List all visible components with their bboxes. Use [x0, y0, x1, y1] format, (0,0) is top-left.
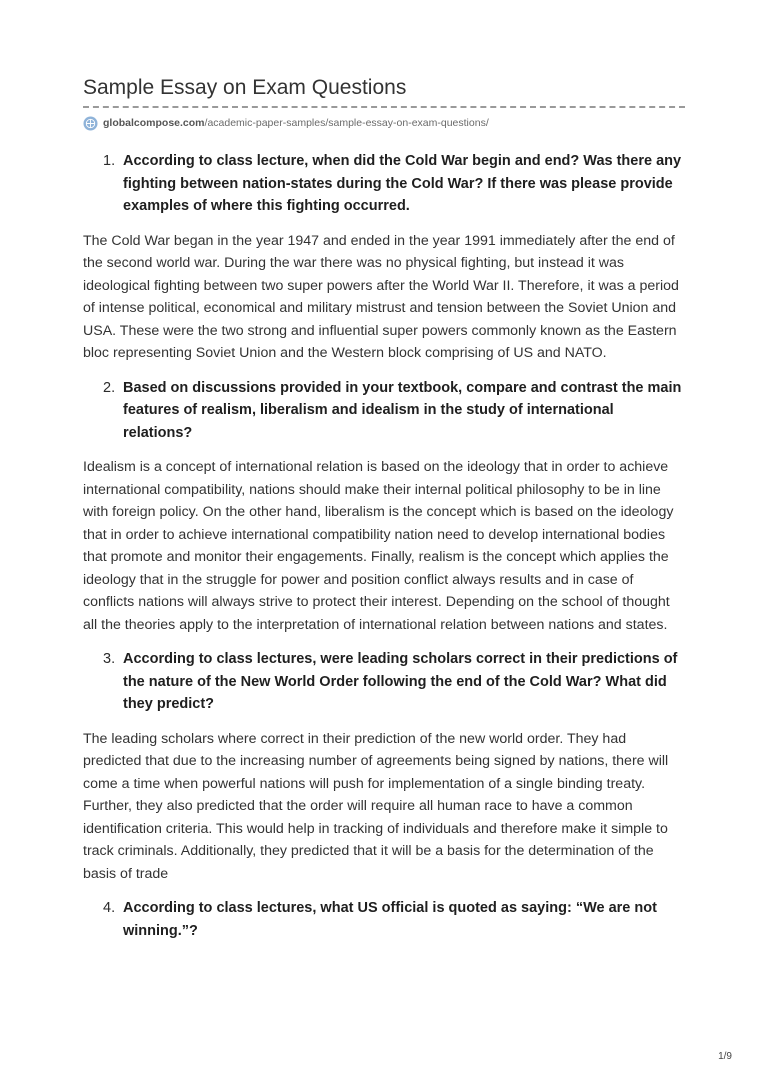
page-title: Sample Essay on Exam Questions: [83, 76, 407, 99]
question-number: 3.: [103, 651, 116, 667]
question-number: 4.: [103, 900, 116, 916]
question-text: According to class lectures, what US official is quoted as saying: “We are not winning.”?: [123, 900, 657, 939]
question-4: [83, 897, 685, 942]
page-indicator: 1/9: [718, 1051, 732, 1062]
question-3: [83, 648, 685, 716]
question-text: Based on discussions provided in your textbook, compare and contrast the main features of realism, liberalism and idealism in the study of international relations?: [123, 379, 682, 441]
question-2: [83, 377, 685, 445]
source-domain: globalcompose.com: [103, 117, 205, 129]
answer-2: Idealism is a concept of international relation is based on the ideology that in order to achieve international compatibility, nations should make their internal political philosophy to be in line with foreign policy. On the other hand, liberalism is the concept which is based on the ideology that in order to achieve international compatibility nation need to develop international bodies that promote and monitor their engagements. Finally, realism is the concept which applies the ideology that in the struggle for power and position conflict always results and in case of conflicts nations will always strive to protect their interest. Depending on the school of thought all the theories apply to the interpretation of international relation between nations and states.: [83, 459, 674, 633]
question-text: According to class lecture, when did the Cold War begin and end? Was there any fighting between nation-states during the Cold War? If there was please provide examples of where this fighting occurred.: [123, 153, 682, 214]
source-line: [83, 114, 489, 132]
question-1: [83, 150, 685, 218]
answer-1: The Cold War began in the year 1947 and ended in the year 1991 immediately after the end of the second world war. During the war there was no physical fighting, but instead it was ideological fighting between two super powers after the World War II. Therefore, it was a period of intense political, economical and military mistrust and tension between the Soviet Union and USA. These were the two strong and influential super powers commonly known as the Eastern bloc representing Soviet Union and the Western block comprising of US and NATO.: [83, 232, 679, 361]
source-link[interactable]: [103, 117, 489, 129]
globe-icon: [83, 116, 98, 131]
question-number: 2.: [103, 379, 116, 396]
title-divider: [83, 106, 685, 108]
source-path: /academic-paper-samples/sample-essay-on-exam-questions/: [204, 117, 489, 129]
question-text: According to class lectures, were leading scholars correct in their predictions of the nature of the New World Order following the end of the Cold War? What did they predict?: [123, 651, 678, 712]
question-number: 1.: [103, 153, 116, 169]
answer-3: The leading scholars where correct in their prediction of the new world order. They had predicted that due to the increasing number of agreements being signed by nations, there will come a time when powerful nations will push for implementation of a single binding treaty. Further, they also predicted that the order will require all human race to have a common identification criteria. This would help in tracking of individuals and therefore make it simple to track criminals. Additionally, they predicted that it will be a basis for the determination of the basis of trade: [83, 730, 669, 882]
essay-content: [83, 150, 685, 954]
